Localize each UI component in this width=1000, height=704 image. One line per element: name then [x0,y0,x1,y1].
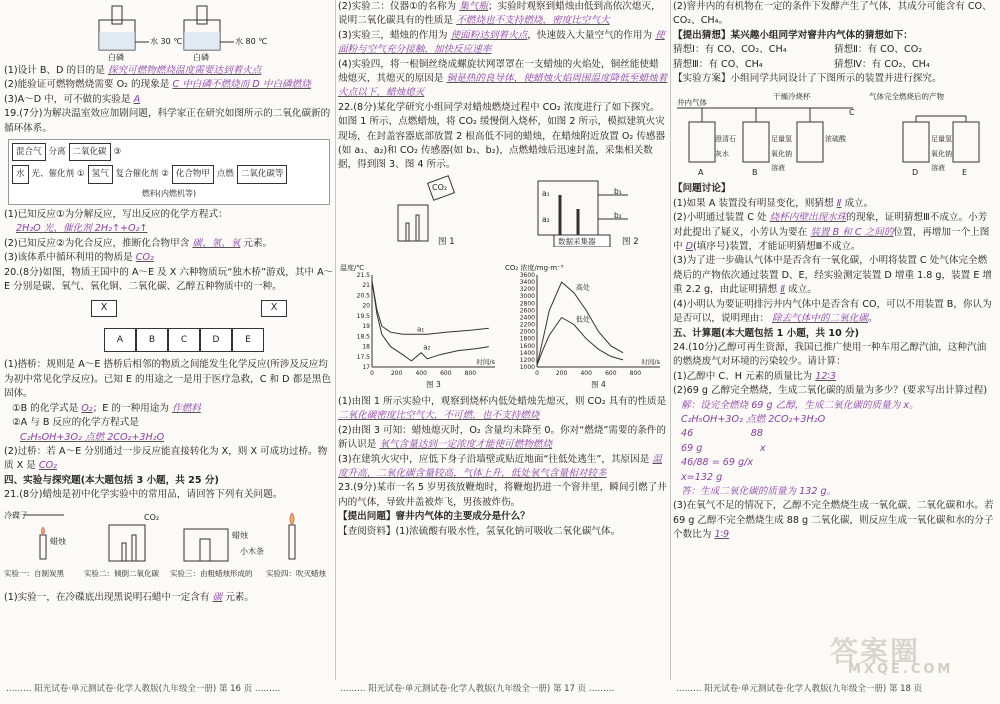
answer: A [133,93,141,105]
x-box-left: X [91,300,117,316]
fig4-series-line-1 [537,282,623,365]
fig3-x-tick: 800 [464,369,477,377]
fig4-y-tick: 2200 [519,321,535,329]
mixed-gas-box: 混合气 [12,143,46,161]
exp1-caption: 实验一：自制炭黑 [4,568,64,578]
solution-line: 解：设完全燃烧 69 g 乙醇，生成二氧化碳的质量为 x。 [681,399,919,411]
lime-water-label: 澄清石灰水 [715,135,736,158]
step-1-label: ① [77,169,85,180]
fig4-y-tick: 1400 [519,349,535,357]
hypothesis-heading: 【提出猜想】某兴趣小组同学对窨井内气体的猜想如下： [673,29,913,41]
hydrogen-box: 氢气 [88,165,113,183]
fig4-series-label-2: 低处 [575,315,590,324]
slot-e: E [232,328,264,352]
fig4-caption: 图 4 [591,379,606,389]
naoh-label-2: 足量氢氧化钠溶液 [931,135,952,173]
q23-info-heading: 【查阅资料】(1)浓硫酸有吸水性，氢氧化钠可吸收二氧化碳气体。 [338,525,621,537]
slot-a: A [104,328,136,352]
fig4-x-tick: 0 [535,369,539,377]
q20-2: (2)过桥：若 A～E 分别通过一步反应能直接转化为 X，则 X 可成功过桥。物质 X 是 CO₂ [4,445,328,472]
discussion-3: (3)为了进一步确认气体中是否含有一氧化碳，小明将装置 C 处气体完全燃烧后的产物依次通过装置 D、E，经实验测定装置 D 增重 1.8 g，装置 E 增重 2.2 g，由此证明猜想 Ⅱ 成立。 [673,255,993,296]
q24-2: (2)69 g 乙醇完全燃烧，生成二氧化碳的质量为多少？(要求写出计算过程) [673,385,988,397]
q19-stem: 19.(7分)为解决温室效应加剧问题，科学家正在研究如图所示的二氧化碳新的循环体系。 [4,108,331,134]
candle-label-1: 蜡烛 [50,536,66,546]
fig2-caption: 图 2 [622,236,639,247]
q20-1-1: ①B 的化学式是 O₂；E 的一种用途为 作燃料 [12,402,201,414]
fig4-x-tick: 200 [555,369,568,377]
exp2-caption: 实验二：倾倒二氧化碳 [84,568,159,578]
white-phosphorus-label-1: 白磷 [108,53,124,62]
well-gas-label: 井内气体 [677,98,707,108]
exp3-caption: 实验三：由粗蜡烛形成的 [170,568,253,578]
footer-page-18: ……… 阳光试卷·单元测试卷·化学人教版(九年级全一册) 第 18 页 [676,684,923,694]
fig3-x-axis-label: 时间/s [476,357,495,366]
fig1-fig2-row [338,175,668,259]
co2-etc-box: 二氧化碳等 [237,165,288,183]
slot-b: B [136,328,168,352]
sensor-tag-b2: b₂ [614,210,622,220]
q24-stem: 24.(10分)乙醇可再生资源，我国已推广使用一种车用乙醇汽油，这种汽油的燃烧废气对环境的污染较少。请计算： [673,341,987,368]
fig3-series-label-2: a₂ [423,343,431,352]
slot-c: C [168,328,200,352]
answer: 探究可燃物燃烧温度需要达到着火点 [107,65,262,76]
abcde-row [104,328,264,352]
x-box-right: X [261,300,287,316]
fig3-y-axis-label: 温度/℃ [340,263,365,272]
fig4-y-tick: 1600 [519,342,535,350]
discussion-heading: 【问题讨论】 [673,183,731,195]
fig3-y-tick: 18 [362,343,370,351]
q18-1: (1)设计 B、D 的目的是 探究可燃物燃烧温度需要达到着火点 [4,65,262,76]
conc-sulfuric-label: 浓硫酸 [825,135,846,144]
data-collector-label: 数据采集器 [558,236,596,246]
water-30-label: 水 30 ℃ [150,37,183,46]
fig4-y-tick: 3400 [519,278,535,286]
discussion-4: (4)小明认为要证明排污井内气体中是否含有 CO，可以不用装置 B，你认为是否可以，说明理由： 除去气体中的二氧化碳。 [673,298,992,325]
fig3-series-line-1 [372,281,489,334]
fig3-x-tick: 600 [440,369,452,377]
device-c: C [849,108,855,118]
q19-1-answer: 2H₂O 光、催化剂 2H₂↑+O₂↑ [16,223,148,235]
q24-3: (3)在氧气不足的情况下，乙醇不完全燃烧生成一氧化碳、二氧化碳和水。若 69 g 乙醇不完全燃烧生成 88 g 二氧化碳，则反应生成一氧化碳和水的分子个数比为 1∶9 [673,500,994,541]
fig3-series-line-2 [372,281,489,361]
q23-info-2: (2)窨井内的有机物在一定的条件下发酵产生了气体，其成分可能含有 CO、CO₂、CH₄。 [673,1,992,27]
fig4-x-tick: 600 [605,369,617,377]
fig4-y-tick: 3000 [519,293,535,301]
water-box: 水 [12,165,29,183]
q21-stem: 21.(8分)蜡烛是初中化学实验中的常用品，请回答下列有关问题。 [4,489,283,501]
sensor-tag-a1: a₁ [542,188,550,198]
light-catalyst-label: 光、催化剂 [31,169,75,180]
co2-cycle-flowchart [8,139,330,205]
q22-3: (3)在建筑火灾中，应低下身子沿墙壁或贴近地面“往低处逃生”，其原因是 温度升高，二氧化碳含量较高，气体上升，低处氧气含量相对较多 [338,453,662,479]
fig3-y-tick: 21 [362,282,370,290]
q21-4: (4)实验四，将一根铜丝绕成螺旋状网罩罩在一支蜡烛的火焰处，铜丝能使蜡烛熄灭，其熄灭的原因是 铜是热的良导体，使蜡烛火焰周围温度降低至蜡烛着火点以下，蜡烛熄灭 [338,58,668,99]
candle-experiments-figure [4,505,334,589]
naoh-label-1: 足量氢氧化钠溶液 [771,135,792,173]
fig4-y-axis-label: CO₂ 浓度/mg·m⁻³ [505,263,564,272]
flow-row-2 [12,165,326,183]
device-a: A [698,168,704,178]
fig3-y-tick: 19.5 [356,312,370,320]
fig4-x-tick: 400 [580,369,592,377]
fig3-y-tick: 18.5 [356,333,370,341]
cold-dish-label: 冷碟子 [4,510,28,520]
fig3-temperature-chart [338,261,503,389]
column-divider-2 [670,0,671,680]
fig4-y-tick: 3200 [519,286,535,294]
sensor-tag-b1: b₁ [614,186,622,196]
fig4-y-tick: 2600 [519,307,535,315]
step-2-label: ② [161,169,169,180]
compound-jia-box: 化合物甲 [172,165,214,183]
q22-stem: 22.(8分)某化学研究小组同学对蜡烛燃烧过程中 CO₂ 浓度进行了如下探究。如图 1 所示，点燃蜡烛，将 CO₂ 缓慢倒入烧杯，如图 2 所示，模拟建筑火灾现场，在封盖容器底部放置 2 根高低不同的蜡烛，在蜡烛附近放置 O₂ 传感器(如 a₁、a₂)和 CO₂ 传感器(如 b₁、b₂)，点燃蜡烛后迅速封盖，采集相关数据，得到图 3、图 4 所示。 [338,101,666,171]
white-phosphorus-label-2: 白磷 [193,53,209,62]
solution-line: C₂H₅OH+3O₂ 点燃 2CO₂+3H₂O [681,413,826,425]
fig3-caption: 图 3 [426,379,441,389]
fig4-x-tick: 800 [629,369,642,377]
fig3-x-tick: 400 [415,369,427,377]
solution-line: x=132 g [681,471,723,483]
dry-beaker-label: 干燥冷烧杯 [773,92,811,102]
fig3-x-tick: 0 [370,369,374,377]
answer: C 中白磷不燃烧而 D 中白磷燃烧 [172,79,311,91]
charts-row [338,261,668,393]
q19-1: (1)已知反应①为分解反应，写出反应的化学方程式： [4,209,228,221]
q21-1: (1)实验一，在冷碟底出现黑说明石蜡中一定含有 碳 元素。 [4,591,254,603]
flow-row-1 [12,143,326,161]
q23-stem: 23.(9分)某市一名 5 岁男孩放鞭炮时，将鞭炮扔进一个窨井里，瞬间引燃了井内的气体，导致井盖被炸飞，男孩被炸伤。 [338,482,667,508]
combustion-products-label: 气体完全燃烧后的产物 [869,92,944,102]
section-4-heading: 四、实验与探究题(本大题包括 3 小题，共 25 分) [4,474,219,486]
sensor-tag-a2: a₂ [542,214,550,224]
hypotheses-list [673,43,995,72]
fig4-x-axis-label: 时间/s [641,357,660,366]
exp4-caption: 实验四：吹灭蜡烛 [266,568,326,578]
device-e: E [962,168,968,178]
solution-line: 答：生成二氧化碳的质量为 132 g。 [681,485,837,497]
fig3-x-tick: 200 [390,369,403,377]
q22-1: (1)由图 1 所示实验中，观察到烧杯内低处蜡烛先熄灭，则 CO₂ 具有的性质是 二氧化碳密度比空气大，不可燃，也不支持燃烧 [338,395,667,422]
fig4-y-tick: 1000 [519,363,535,371]
co2-box: 二氧化碳 [69,143,111,161]
water-80-label: 水 80 ℃ [235,37,268,46]
page-18-column [673,0,995,704]
device-b: B [752,168,758,178]
device-d: D [912,168,919,178]
slot-d: D [200,328,232,352]
step-3-label: ③ [113,147,122,158]
q20-1-2-answer: C₂H₅OH+3O₂ 点燃 2CO₂+3H₂O [20,431,165,443]
watermark-url: MXQE.COM [848,662,954,677]
footer-page-17: ……… 阳光试卷·单元测试卷·化学人教版(九年级全一册) 第 17 页 ……… [340,684,615,694]
hypothesis-3: 猜想Ⅲ：有 CO、CH₄ [673,58,763,70]
fig4-y-tick: 1200 [519,356,535,364]
q20-1-2: ②A 与 B 反应的化学方程式是 [12,417,139,429]
q18-2: (2)能验证可燃物燃烧需要 O₂ 的现象是 C 中白磷不燃烧而 D 中白磷燃烧 [4,79,311,91]
fig4-y-tick: 2400 [519,314,535,322]
fig3-y-tick: 17 [362,363,370,371]
q22-2: (2)由图 3 可知：蜡烛熄灭时，O₂ 含量均未降至 0。你对“燃烧”需要的条件的新认识是 氧气含量达到一定浓度才能使可燃物燃烧 [338,424,666,451]
catalyst-label: 复合催化剂 [115,169,159,180]
fig3-series-label-1: a₁ [417,325,425,334]
fig4-y-tick: 2000 [519,328,535,336]
experiment-plan: 【实验方案】小组同学共同设计了下图所示的装置并进行探究。 [673,73,942,85]
section-5-heading: 五、计算题(本大题包括 1 小题，共 10 分) [673,327,860,339]
candle-label-2: 蜡烛 [232,530,248,540]
stick-label: 小木条 [240,546,264,556]
fig4-y-tick: 1800 [519,335,535,343]
fig1-caption: 图 1 [438,236,455,247]
q18-3: (3)A～D 中，可不做的实验是 A [4,93,141,105]
watermark-logo: 答案圈 [830,635,921,668]
fig1-co2-label: CO₂ [432,182,448,192]
q19-3: (3)该体系中循环利用的物质是 CO₂ [4,252,154,264]
hypothesis-1: 猜想Ⅰ：有 CO、CO₂、CH₄ [673,44,787,56]
gas-apparatus-figure [673,88,995,180]
fig4-co2-chart [503,261,668,389]
q20-1: (1)搭桥：规则是 A～E 搭桥后相邻的物质之间能发生化学反应(所涉及反应均为初中常见化学反应)。已知 E 的用途之一是用于医疗急救，C 和 D 都是黑色固体。 [4,359,331,400]
ignite-label: 点燃 [216,169,234,180]
fig4-y-tick: 3600 [519,271,535,279]
q24-solution [673,399,995,500]
q21-3: (3)实验三，蜡烛的作用为 使面粉达到着火点，快速鼓入大量空气的作用为 使面粉与空气充分接触，加快反应速率 [338,29,665,56]
separate-label: 分离 [48,147,66,158]
answer: CO₂ [135,252,154,264]
solution-line: 46/88 = 69 g/x [681,457,754,469]
q23-question-heading: 【提出问题】窨井内气体的主要成分是什么？ [338,511,530,523]
fig3-y-tick: 19 [362,322,370,330]
column-divider-1 [335,0,336,680]
page-16-column [4,0,334,704]
hypothesis-4: 猜想Ⅳ：有 CO₂、CH₄ [834,58,930,70]
fig4-series-line-2 [537,317,623,365]
phosphorus-beakers-figure [4,2,334,62]
fig3-y-tick: 20.5 [356,292,370,300]
bridge-figure [4,296,334,356]
discussion-2: (2)小明通过装置 C 处 烧杯内壁出现水珠的现象，证明猜想Ⅲ不成立。小芳对此提出了疑义，小芳认为要在 装置 B 和 C 之间的位置，再增加一个上图中 D(填序号)装置，才能证明猜想Ⅲ不成立。 [673,212,990,253]
hypothesis-2: 猜想Ⅱ：有 CO、CO₂ [834,44,923,56]
fig4-y-tick: 2800 [519,300,535,308]
fuel-label: 燃料(内燃机等) [141,188,197,198]
page-17-column [338,0,668,704]
beaker-diagram [4,2,334,62]
fig3-y-tick: 20 [362,302,370,310]
answer: 碳、氢、氧 [192,237,241,249]
discussion-1: (1)如果 A 装置没有明显变化，则猜想 Ⅱ 成立。 [673,197,874,209]
footer-page-16: ……… 阳光试卷·单元测试卷·化学人教版(九年级全一册) 第 16 页 ……… [6,684,281,694]
q21-2: (2)实验二：仪器①的名称为 集气瓶；实验时观察到蜡烛由低到高依次熄灭，说明二氧化碳具有的性质是 不燃烧也不支持燃烧，密度比空气大 [338,1,661,27]
fig3-y-tick: 17.5 [356,353,370,361]
fig3-y-tick: 21.5 [356,271,370,279]
solution-line: 69 g x [681,442,766,454]
co2-label: CO₂ [144,512,160,522]
q24-1: (1)乙醇中 C、H 元素的质量比为 12∶3 [673,370,837,382]
q19-2: (2)已知反应②为化合反应，推断化合物甲含 碳、氢、氧 元素。 [4,237,273,249]
solution-line: 46 88 [681,428,763,440]
fig4-series-label-1: 高处 [575,283,590,292]
q20-stem: 20.(8分)如图，物质王国中的 A～E 及 X 六种物质玩“独木桥”游戏，其中 A～E 分别是碳、氧气、氧化铜、二氧化碳、乙醇五种物质中的一种。 [4,266,334,293]
